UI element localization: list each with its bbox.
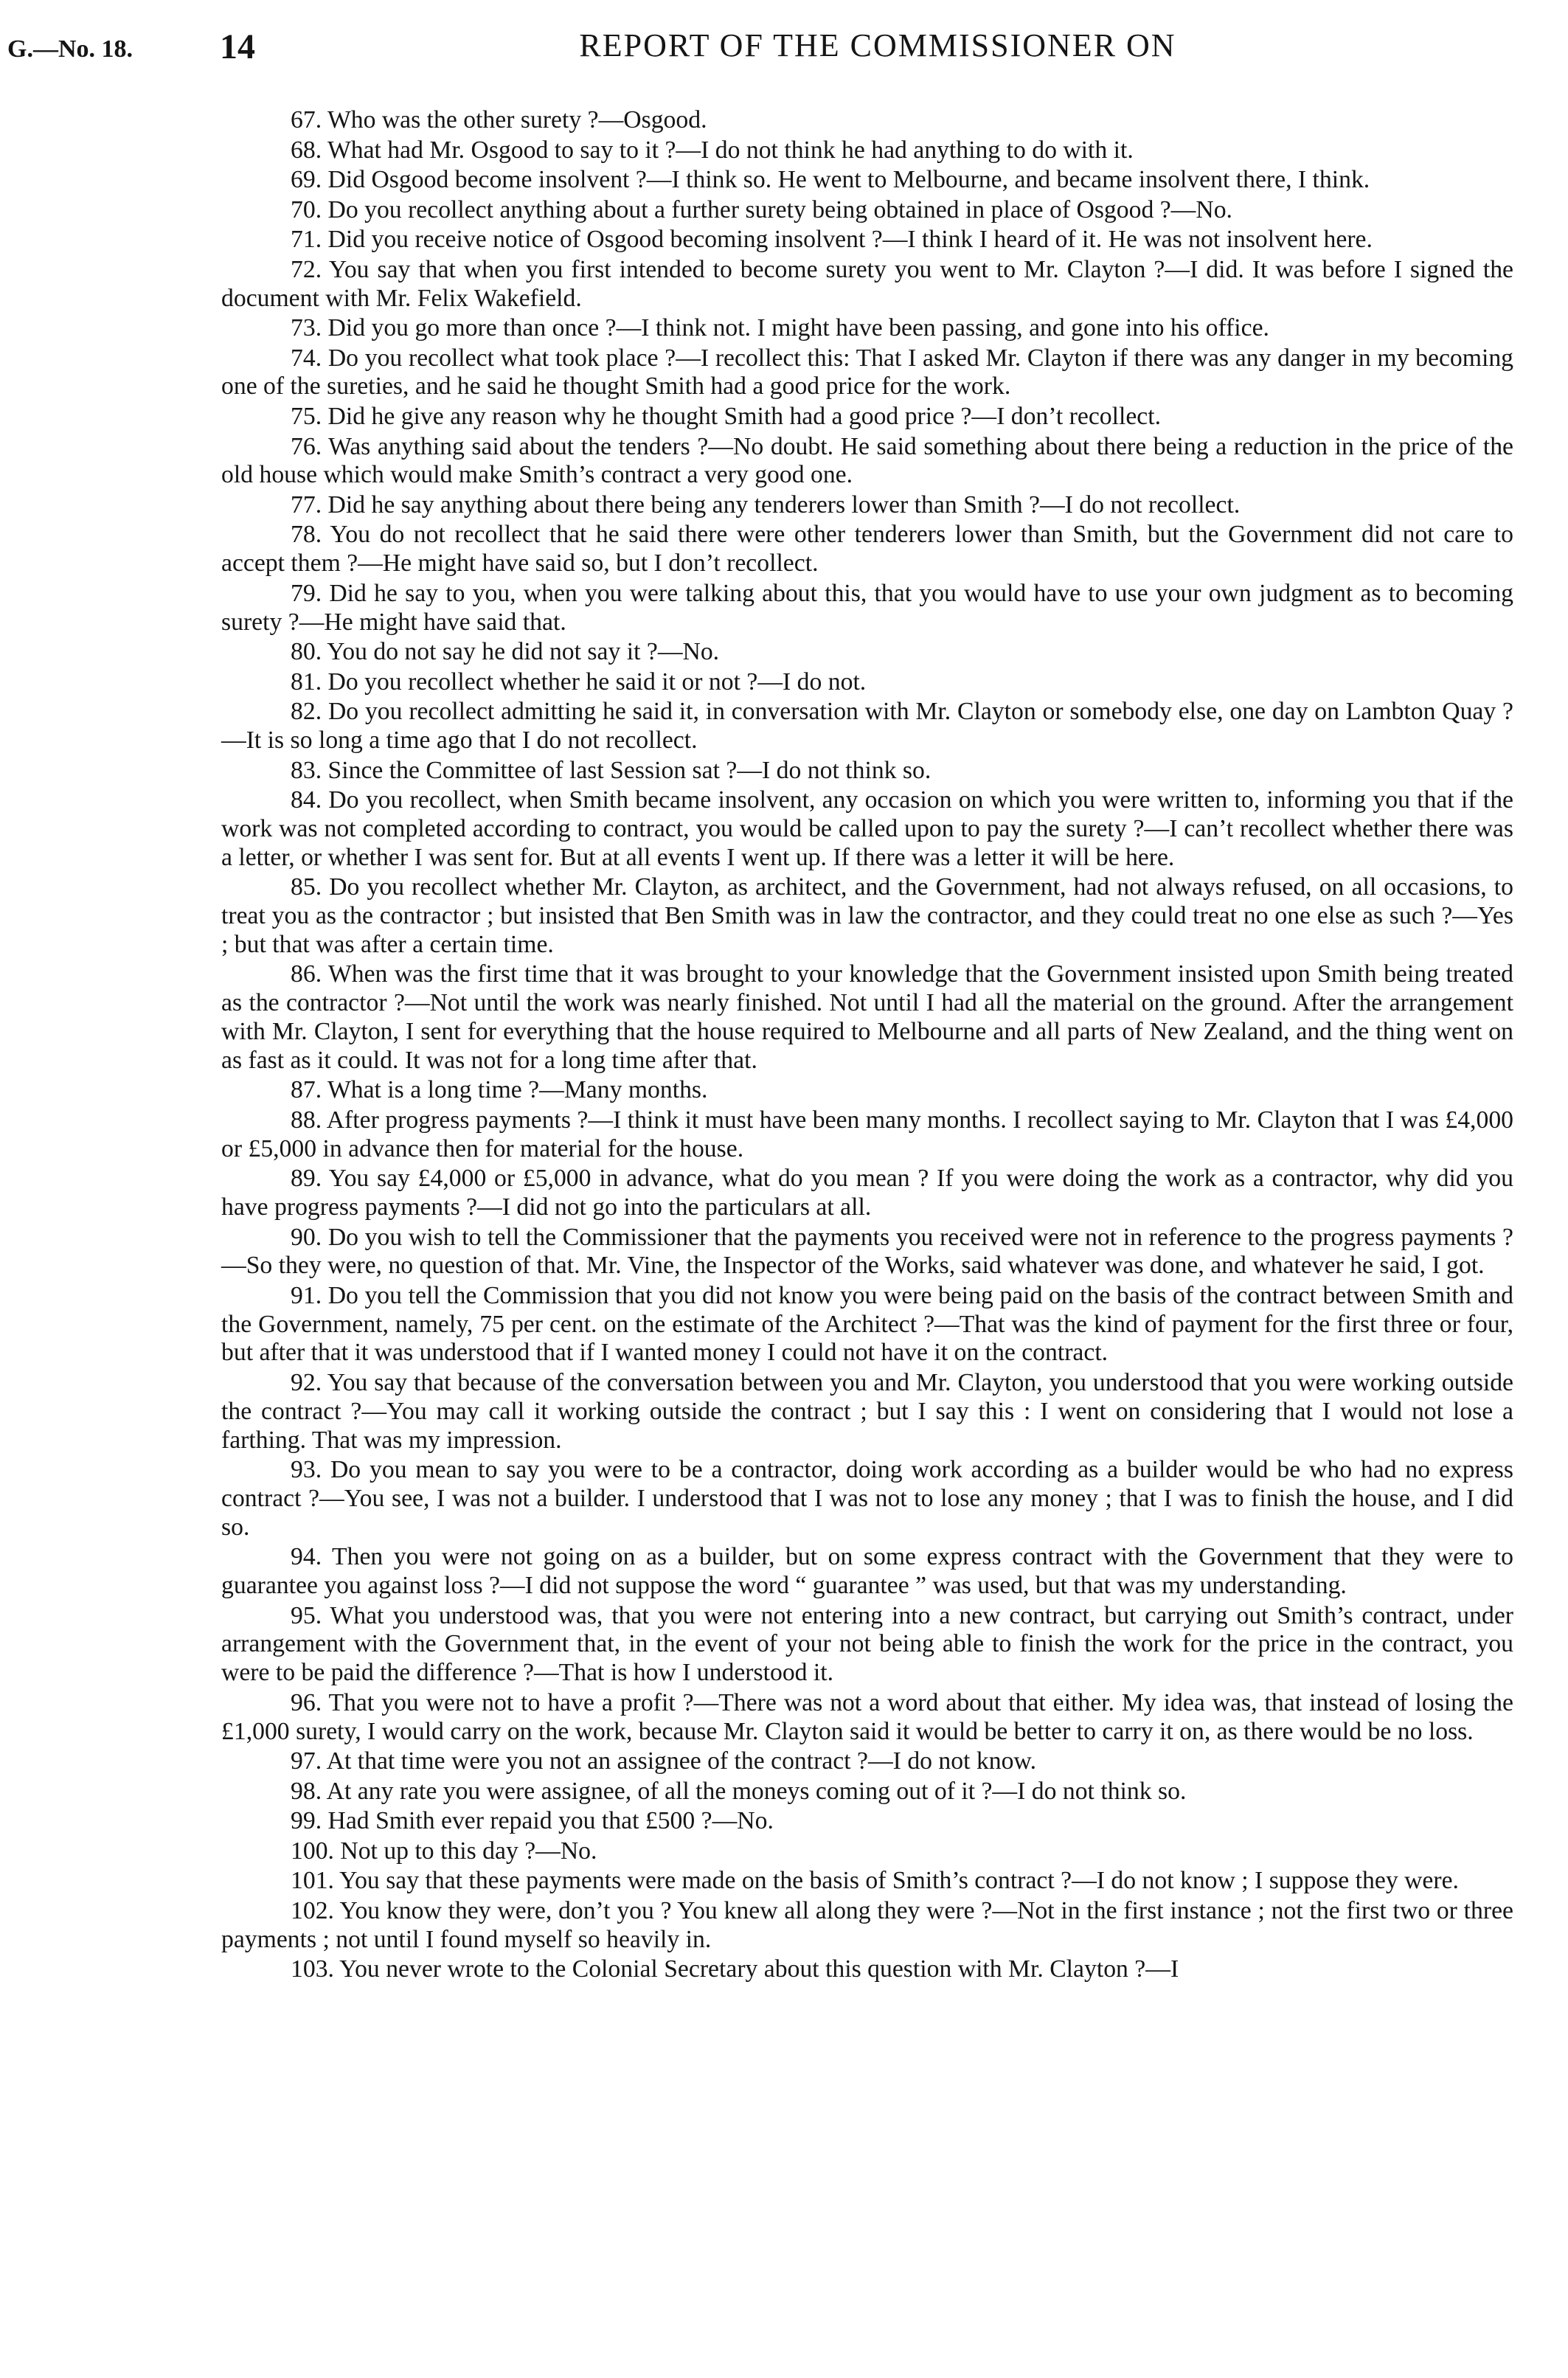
- entry-number: 81.: [291, 668, 322, 696]
- entry-number: 92.: [291, 1369, 322, 1397]
- entry-number: 86.: [291, 960, 322, 988]
- testimony-entry: [221, 196, 1513, 225]
- entry-number: 89.: [291, 1165, 322, 1193]
- testimony-entry: [221, 1456, 1513, 1542]
- entry-text: You say that because of the conversation between you and Mr. Clayton, you understood that you were working outside the contract ?—You may call it working outside the contract ; but I say this : I went on considering that I would not lose a farthing. That was my impression.: [221, 1369, 1514, 1454]
- entry-number: 85.: [291, 873, 322, 901]
- entry-number: 84.: [291, 786, 322, 814]
- entry-text: Did Osgood become insolvent ?—I think so. He went to Melbourne, and became insolvent there, I think.: [327, 166, 1370, 194]
- testimony-entry: [221, 433, 1513, 490]
- entry-text: Do you tell the Commission that you did not know you were being paid on the basis of the contract between Smith and the Government, namely, 75 per cent. on the estimate of the Architect ?—That was the kind of payment for the first three or four, but after that it was understood that if I wanted money I could not have it on the contract.: [221, 1281, 1513, 1367]
- entry-text: When was the first time that it was brought to your knowledge that the Government insisted upon Smith being treated as the contractor ?—Not until the work was nearly finished. Not until I had all the material on the ground. After the arrangement with Mr. Clayton, I sent for everything that the house required to Melbourne and all parts of New Zealand, and the thing went on as fast as it could. It was not for a long time after that.: [221, 960, 1513, 1074]
- entry-text: Do you wish to tell the Commissioner that the payments you received were not in reference to the progress payments ?—So they were, no question of that. Mr. Vine, the Inspector of the Works, said whatever was done, and whatever he said, I got.: [221, 1223, 1513, 1280]
- entry-text: What is a long time ?—Many months.: [327, 1076, 708, 1104]
- entry-text: Do you recollect admitting he said it, in conversation with Mr. Clayton or somebody else, one day on Lambton Quay ?—It is so long a time ago that I do not recollect.: [221, 698, 1514, 754]
- entry-text: At any rate you were assignee, of all the moneys coming out of it ?—I do not think so.: [326, 1777, 1187, 1805]
- entry-text: Did he give any reason why he thought Smith had a good price ?—I don’t recollect.: [327, 402, 1162, 430]
- entry-number: 88.: [291, 1106, 322, 1134]
- entry-text: What had Mr. Osgood to say to it ?—I do not think he had anything to do with it.: [327, 136, 1134, 164]
- entry-text: Was anything said about the tenders ?—No doubt. He said something about there being a reduction in the price of the old house which would make Smith’s contract a very good one.: [221, 432, 1513, 489]
- testimony-entry: [221, 1282, 1513, 1367]
- entry-number: 75.: [291, 402, 322, 430]
- testimony-entry: [221, 1224, 1513, 1281]
- entry-text: Who was the other surety ?—Osgood.: [327, 106, 707, 134]
- testimony-entry: [221, 1106, 1513, 1164]
- entry-text: You never wrote to the Colonial Secretary about this question with Mr. Clayton ?—I: [339, 1955, 1179, 1983]
- paper-reference: G.—No. 18.: [7, 35, 133, 63]
- entry-text: You know they were, don’t you ? You knew all along they were ?—Not in the first instance ; not the first two or three payments ; not until I found myself so heavily in.: [221, 1896, 1514, 1953]
- entry-number: 80.: [291, 638, 322, 666]
- entry-text: Did he say to you, when you were talking about this, that you would have to use your own judgment as to becoming surety ?—He might have said that.: [221, 579, 1513, 636]
- entry-number: 101.: [291, 1867, 334, 1895]
- testimony-entry: [221, 226, 1513, 254]
- entry-text: Do you recollect whether he said it or not ?—I do not.: [327, 668, 867, 696]
- testimony-entry: [221, 1076, 1513, 1105]
- entry-number: 87.: [291, 1076, 322, 1104]
- entry-text: Not up to this day ?—No.: [340, 1837, 597, 1865]
- entry-number: 93.: [291, 1456, 322, 1484]
- entry-number: 67.: [291, 106, 322, 134]
- testimony-entry: [221, 638, 1513, 667]
- entry-text: You do not recollect that he said there were other tenderers lower than Smith, but the Government did not care to accept them ?—He might have said so, but I don’t recollect.: [221, 521, 1514, 578]
- testimony-entry: [221, 1837, 1513, 1866]
- testimony-entry: [221, 521, 1513, 578]
- entry-number: 102.: [291, 1896, 334, 1924]
- testimony-entry: [221, 491, 1513, 520]
- testimony-entry: [221, 1602, 1513, 1688]
- page-header: [0, 25, 1568, 69]
- entry-number: 95.: [291, 1601, 322, 1629]
- entry-number: 90.: [291, 1223, 322, 1251]
- entry-number: 97.: [291, 1747, 322, 1775]
- entry-number: 74.: [291, 344, 322, 372]
- testimony-entry: [221, 256, 1513, 313]
- testimony-entry: [221, 960, 1513, 1075]
- entry-text: You say that when you first intended to become surety you went to Mr. Clayton ?—I did. It was before I signed the document with Mr. Felix Wakefield.: [221, 255, 1514, 312]
- testimony-entry: [221, 344, 1513, 402]
- testimony-entry: [221, 106, 1513, 135]
- page-number: 14: [220, 27, 255, 66]
- testimony-entry: [221, 698, 1513, 755]
- testimony-entry: [221, 757, 1513, 786]
- testimony-entry: [221, 1689, 1513, 1747]
- testimony-entry: [221, 580, 1513, 637]
- testimony-entry: [221, 1369, 1513, 1455]
- entry-text: Do you recollect anything about a further surety being obtained in place of Osgood ?—No.: [327, 195, 1232, 223]
- entry-number: 78.: [291, 521, 322, 549]
- entry-text: At that time were you not an assignee of the contract ?—I do not know.: [326, 1747, 1036, 1775]
- entry-text: After progress payments ?—I think it must have been many months. I recollect saying to Mr. Clayton that I was £4,000 or £5,000 in advance then for material for the house.: [221, 1106, 1514, 1162]
- entry-number: 99.: [291, 1807, 322, 1835]
- entry-text: Then you were not going on as a builder, but on some express contract with the Government that they were to guarantee you against loss ?—I did not suppose the word “ guarantee ” was used, but that was my understanding.: [221, 1543, 1513, 1600]
- entry-text: Had Smith ever repaid you that £500 ?—No.: [327, 1807, 774, 1835]
- testimony-body: [221, 106, 1513, 1986]
- entry-number: 72.: [291, 255, 322, 283]
- entry-text: You do not say he did not say it ?—No.: [327, 638, 720, 666]
- entry-text: You say that these payments were made on the basis of Smith’s contract ?—I do not know ; I suppose they were.: [339, 1867, 1459, 1895]
- testimony-entry: [221, 1897, 1513, 1955]
- testimony-entry: [221, 786, 1513, 872]
- testimony-entry: [221, 403, 1513, 431]
- entry-number: 77.: [291, 490, 322, 519]
- testimony-entry: [221, 1747, 1513, 1776]
- entry-number: 98.: [291, 1777, 322, 1805]
- entry-text: Since the Committee of last Session sat ?—I do not think so.: [327, 756, 932, 784]
- testimony-entry: [221, 166, 1513, 195]
- entry-number: 69.: [291, 166, 322, 194]
- entry-number: 94.: [291, 1543, 322, 1571]
- running-title: REPORT OF THE COMMISSIONER ON: [579, 27, 1176, 63]
- testimony-entry: [221, 1165, 1513, 1222]
- entry-text: Do you recollect whether Mr. Clayton, as architect, and the Government, had not always refused, on all occasions, to treat you as the contractor ; but insisted that Ben Smith was in law the contractor, and they could treat no one else as such ?—Yes ; but that was after a certain time.: [221, 873, 1514, 958]
- testimony-entry: [221, 1955, 1513, 1984]
- entry-number: 79.: [291, 579, 322, 607]
- entry-text: Did you go more than once ?—I think not. I might have been passing, and gone into his office.: [327, 314, 1269, 342]
- entry-text: Do you recollect what took place ?—I recollect this: That I asked Mr. Clayton if there was any danger in my becoming one of the sureties, and he said he thought Smith had a good price for the work.: [221, 344, 1514, 401]
- entry-number: 71.: [291, 226, 322, 254]
- entry-number: 73.: [291, 314, 322, 342]
- entry-number: 100.: [291, 1837, 334, 1865]
- entry-number: 68.: [291, 136, 322, 164]
- entry-text: What you understood was, that you were not entering into a new contract, but carrying out Smith’s contract, under arrangement with the Government that, in the event of your not being able to finish the work for the price in the contract, you were to be paid the difference ?—That is how I understood it.: [221, 1601, 1513, 1687]
- entry-number: 83.: [291, 756, 322, 784]
- testimony-entry: [221, 136, 1513, 165]
- entry-number: 82.: [291, 698, 322, 726]
- testimony-entry: [221, 1543, 1513, 1601]
- entry-number: 91.: [291, 1281, 322, 1309]
- entry-text: You say £4,000 or £5,000 in advance, what do you mean ? If you were doing the work as a contractor, why did you have progress payments ?—I did not go into the particulars at all.: [221, 1165, 1513, 1221]
- entry-text: Did you receive notice of Osgood becoming insolvent ?—I think I heard of it. He was not insolvent here.: [327, 226, 1373, 254]
- entry-text: That you were not to have a profit ?—There was not a word about that either. My idea was, that instead of losing the £1,000 surety, I would carry on the work, because Mr. Clayton said it would be better to carry it on, as there would be no loss.: [221, 1688, 1513, 1745]
- testimony-entry: [221, 1807, 1513, 1836]
- entry-text: Do you recollect, when Smith became insolvent, any occasion on which you were written to, informing you that if the work was not completed according to contract, you would be called upon to pay the surety ?—I can’t recollect whether there was a letter, or whether I was sent for. But at all events I went up. If there was a letter it will be here.: [221, 786, 1514, 871]
- testimony-entry: [221, 873, 1513, 959]
- entry-text: Do you mean to say you were to be a contractor, doing work according as a builder would be who had no express contract ?—You see, I was not a builder. I understood that I was not to lose any money ; that I was to finish the house, and I did so.: [221, 1456, 1513, 1541]
- entry-number: 96.: [291, 1688, 322, 1716]
- entry-number: 76.: [291, 432, 322, 460]
- testimony-entry: [221, 1778, 1513, 1806]
- testimony-entry: [221, 668, 1513, 697]
- entry-number: 70.: [291, 195, 322, 223]
- entry-text: Did he say anything about there being any tenderers lower than Smith ?—I do not recollect.: [327, 490, 1241, 519]
- testimony-entry: [221, 314, 1513, 343]
- entry-number: 103.: [291, 1955, 334, 1983]
- testimony-entry: [221, 1867, 1513, 1896]
